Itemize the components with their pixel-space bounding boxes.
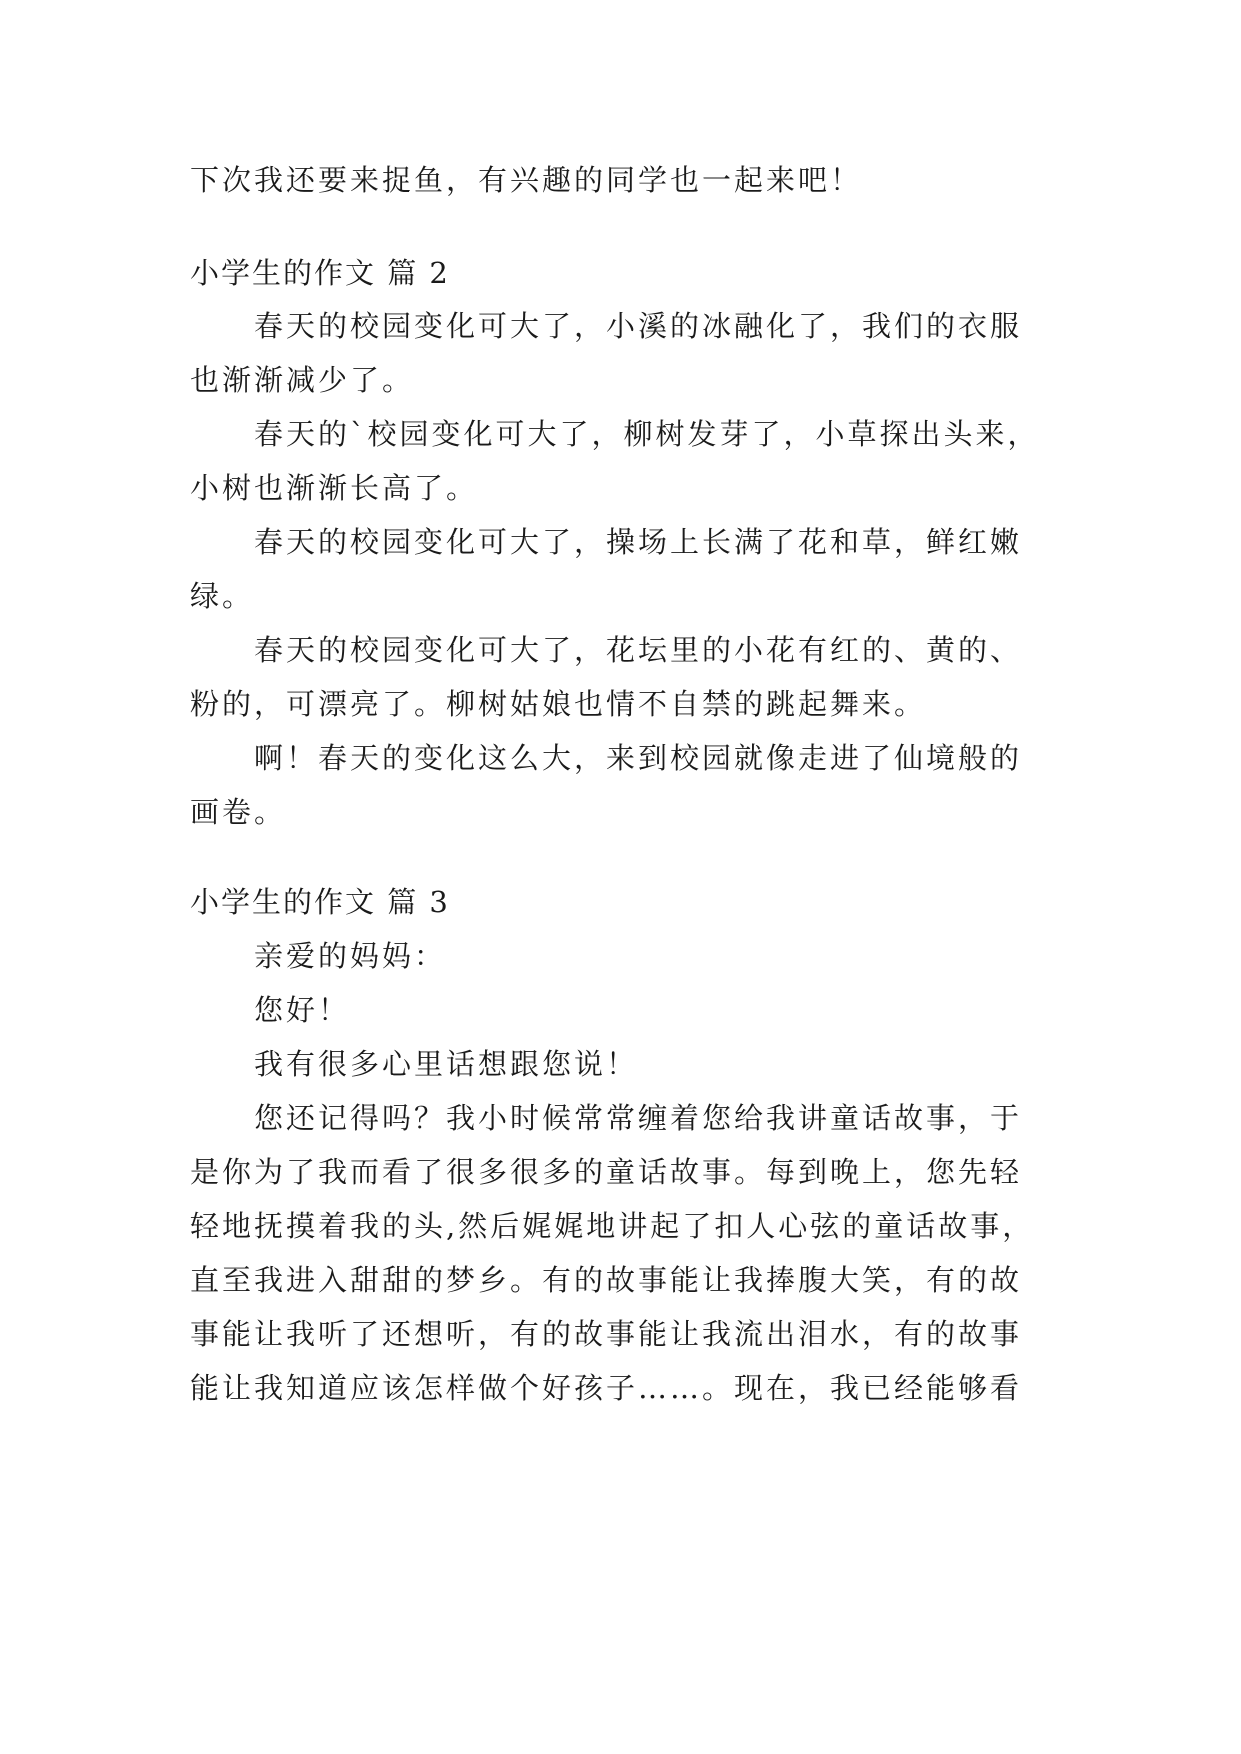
section-2-line: 啊！春天的变化这么大，来到校园就像走进了仙境般的 — [254, 741, 1023, 775]
section-2-line: 也渐渐减少了。 — [190, 363, 415, 397]
section-3-line: 轻地抚摸着我的头,然后娓娓地讲起了扣人心弦的童话故事， — [190, 1209, 1035, 1243]
section-2-line: 春天的`校园变化可大了，柳树发芽了，小草探出头来， — [254, 417, 1040, 451]
section-3-line: 直至我进入甜甜的梦乡。有的故事能让我捧腹大笑，有的故 — [190, 1263, 1023, 1297]
intro-paragraph-line: 下次我还要来捉鱼，有兴趣的同学也一起来吧！ — [190, 163, 863, 197]
section-3-title: 小学生的作文 篇 3 — [190, 885, 450, 919]
section-2-line: 春天的校园变化可大了，操场上长满了花和草，鲜红嫩 — [254, 525, 1023, 559]
section-3-line: 您好！ — [254, 993, 351, 1027]
section-2-title: 小学生的作文 篇 2 — [190, 256, 450, 290]
section-2-line: 春天的校园变化可大了，花坛里的小花有红的、黄的、 — [254, 633, 1023, 667]
section-2-line: 小树也渐渐长高了。 — [190, 471, 479, 505]
section-2-line: 画卷。 — [190, 795, 287, 829]
section-3-line: 您还记得吗？我小时候常常缠着您给我讲童话故事，于 — [254, 1101, 1023, 1135]
section-2-line: 春天的校园变化可大了，小溪的冰融化了，我们的衣服 — [254, 309, 1023, 343]
section-3-line: 能让我知道应该怎样做个好孩子……。现在，我已经能够看 — [190, 1371, 1023, 1405]
section-2-line: 绿。 — [190, 579, 255, 613]
section-3-line: 是你为了我而看了很多很多的童话故事。每到晚上，您先轻 — [190, 1155, 1023, 1189]
section-3-line: 事能让我听了还想听，有的故事能让我流出泪水，有的故事 — [190, 1317, 1023, 1351]
section-3-line: 亲爱的妈妈： — [254, 939, 447, 973]
section-2-line: 粉的，可漂亮了。柳树姑娘也情不自禁的跳起舞来。 — [190, 687, 927, 721]
section-3-line: 我有很多心里话想跟您说！ — [254, 1047, 639, 1081]
